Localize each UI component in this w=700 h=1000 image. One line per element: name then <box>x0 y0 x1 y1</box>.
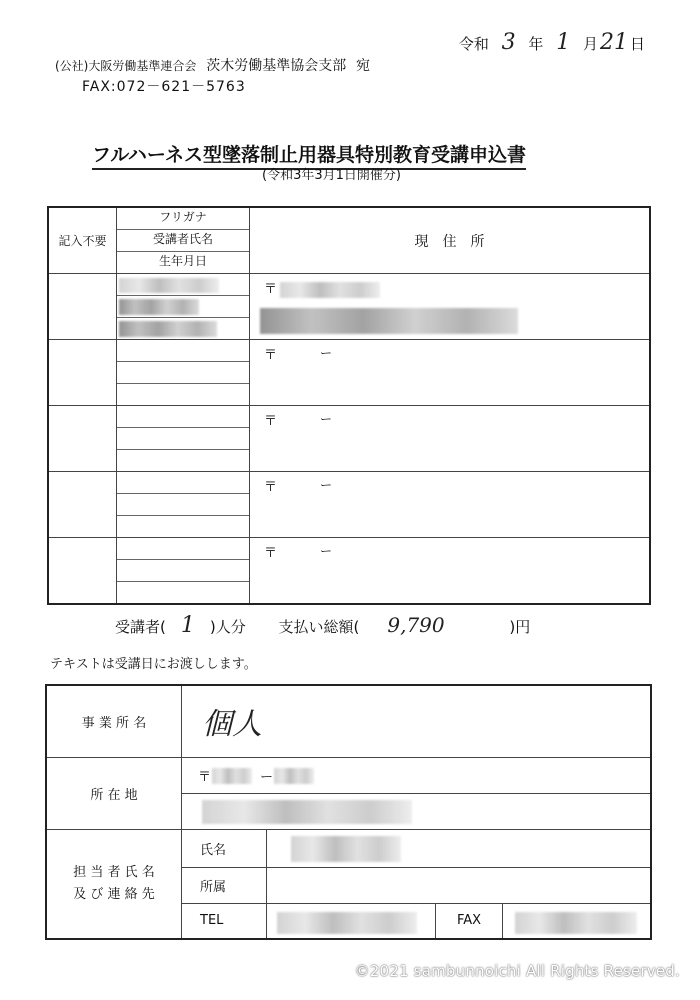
total-unit: )円 <box>509 618 531 636</box>
day-unit: 日 <box>629 35 645 53</box>
postal-dash: ー <box>320 412 333 426</box>
applicant-name-cell[interactable] <box>117 274 250 340</box>
fax-field[interactable] <box>503 903 652 939</box>
applicant-name-cell[interactable] <box>117 406 250 472</box>
furigana-field[interactable] <box>117 538 249 560</box>
postal-mark: 〒 <box>264 348 278 363</box>
birth-field[interactable] <box>117 318 249 339</box>
address-header: 現 住 所 <box>250 207 651 274</box>
furigana-field[interactable] <box>117 274 249 296</box>
fax-number: FAX:072－621－5763 <box>82 79 246 95</box>
location-address-field[interactable] <box>182 793 652 829</box>
textbook-note: テキストは受講日にお渡しします。 <box>50 657 257 672</box>
postal-mark: 〒 <box>198 769 212 785</box>
postal-dash: ー <box>320 346 333 360</box>
office-use-header: 記入不要 <box>48 207 117 274</box>
address-field[interactable] <box>250 472 651 538</box>
furigana-field[interactable] <box>117 472 249 494</box>
participants-label: 受講者( <box>115 618 166 636</box>
year-value: 3 <box>501 30 516 55</box>
furigana-field[interactable] <box>117 340 249 362</box>
total-label: 支払い総額( <box>278 618 360 636</box>
birth-field[interactable] <box>117 450 249 471</box>
company-table <box>45 684 652 940</box>
contact-label-cell <box>46 829 182 939</box>
address-field[interactable] <box>250 406 651 472</box>
department-field[interactable] <box>267 867 652 903</box>
applicant-name-cell[interactable] <box>117 472 250 538</box>
furigana-header: フリガナ <box>117 208 249 230</box>
department-label: 所属 <box>182 867 267 903</box>
address-field[interactable] <box>250 538 651 605</box>
address-field[interactable] <box>250 274 651 340</box>
birth-field[interactable] <box>117 582 249 603</box>
name-field[interactable] <box>117 362 249 384</box>
tel-label: TEL <box>182 903 267 939</box>
name-header: 受講者氏名 <box>117 230 249 252</box>
postal-mark: 〒 <box>264 546 278 561</box>
summary-line <box>115 613 655 638</box>
month-value: 1 <box>556 30 571 55</box>
birth-field[interactable] <box>117 516 249 537</box>
postal-dash: ー <box>260 769 274 785</box>
person-name-field[interactable] <box>267 829 652 867</box>
applicant-name-cell[interactable] <box>117 340 250 406</box>
recipient-org: (公社)大阪労働基準連合会 <box>55 59 197 73</box>
form-subtitle: (令和3年3月1日開催分) <box>262 168 401 183</box>
address-field[interactable] <box>250 340 651 406</box>
postal-mark: 〒 <box>264 480 278 495</box>
name-field[interactable] <box>117 296 249 318</box>
office-use-cell <box>48 472 117 538</box>
form-title: フルハーネス型墜落制止用器具特別教育受講申込書 <box>92 140 526 170</box>
date-line <box>459 30 645 55</box>
recipient-branch: 茨木労働基準協会支部 <box>206 58 347 74</box>
location-postal-field[interactable] <box>182 757 652 793</box>
total-value[interactable]: 9,790 <box>387 613 445 637</box>
office-name-label: 事 業 所 名 <box>46 685 182 757</box>
name-field[interactable] <box>117 494 249 516</box>
furigana-field[interactable] <box>117 406 249 428</box>
month-unit: 月 <box>582 35 598 53</box>
location-label: 所 在 地 <box>46 757 182 829</box>
postal-mark: 〒 <box>264 414 278 429</box>
office-use-cell <box>48 406 117 472</box>
fax-label: FAX <box>436 903 503 939</box>
office-use-cell <box>48 274 117 340</box>
postal-mark: 〒 <box>264 282 278 297</box>
year-unit: 年 <box>528 35 544 53</box>
contact-label-2: 及 び 連 絡 先 <box>73 886 155 902</box>
watermark: ©2021 sambunnoichi All Rights Reserved. <box>354 962 680 980</box>
postal-dash: ー <box>320 544 333 558</box>
applicant-name-cell[interactable] <box>117 538 250 605</box>
recipient <box>55 55 370 75</box>
name-field[interactable] <box>117 560 249 582</box>
contact-label-1: 担 当 者 氏 名 <box>73 864 155 880</box>
office-use-cell <box>48 538 117 605</box>
era: 令和 <box>458 35 489 53</box>
birth-header: 生年月日 <box>158 254 207 268</box>
name-header-cell <box>117 207 250 274</box>
participants-unit: )人分 <box>209 618 246 636</box>
applicant-table <box>47 206 651 605</box>
tel-field[interactable] <box>267 903 436 939</box>
honorific: 宛 <box>356 58 371 74</box>
day-value: 21 <box>599 30 628 55</box>
postal-dash: ー <box>320 478 333 492</box>
person-name-label: 氏名 <box>182 829 267 867</box>
office-use-cell <box>48 340 117 406</box>
name-field[interactable] <box>117 428 249 450</box>
office-name-field[interactable]: 個人 <box>182 685 652 757</box>
participants-value[interactable]: 1 <box>180 613 195 638</box>
birth-field[interactable] <box>117 384 249 405</box>
